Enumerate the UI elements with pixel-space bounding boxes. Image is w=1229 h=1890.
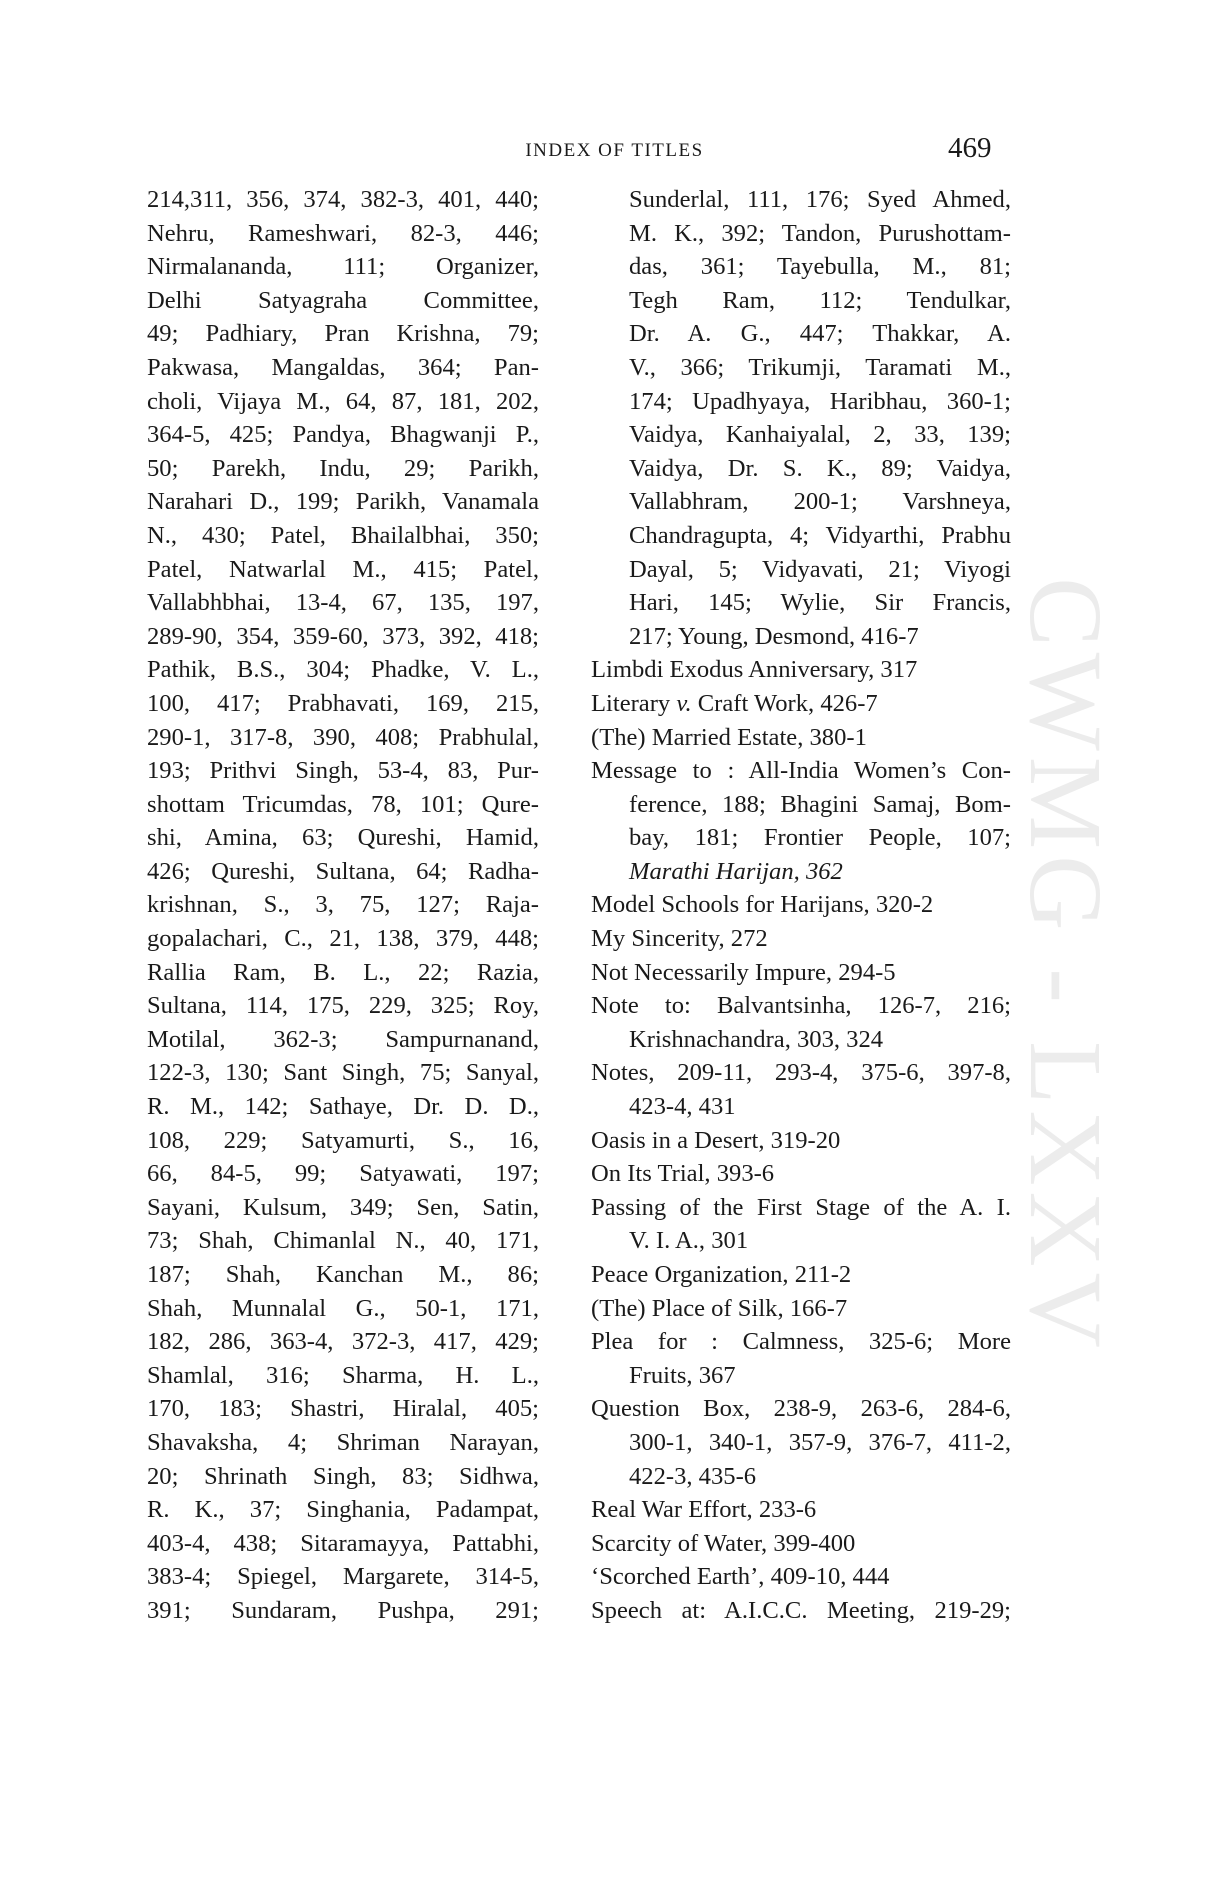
index-line: 391; Sundaram, Pushpa, 291; — [147, 1596, 539, 1624]
index-line: 364-5, 425; Pandya, Bhagwanji P., — [147, 421, 539, 449]
index-line: Vallabhbhai, 13-4, 67, 135, 197, — [147, 589, 539, 617]
index-continuation-line: Vaidya, Kanhaiyalal, 2, 33, 139; — [629, 421, 1011, 449]
index-line: shi, Amina, 63; Qureshi, Hamid, — [147, 824, 539, 852]
index-entry: Notes, 209-11, 293-4, 375-6, 397-8, — [591, 1059, 1011, 1087]
index-line: 214,311, 356, 374, 382-3, 401, 440; — [147, 186, 539, 213]
index-continuation-line: Hari, 145; Wylie, Sir Francis, — [629, 589, 1011, 617]
index-continuation-line: Dr. A. G., 447; Thakkar, A. — [629, 320, 1011, 348]
index-entry: Not Necessarily Impure, 294-5 — [591, 958, 896, 986]
index-continuation-line: bay, 181; Frontier People, 107; — [629, 824, 1011, 852]
index-entry: Literary v. Craft Work, 426-7 — [591, 689, 878, 717]
index-line: Nehru, Rameshwari, 82-3, 446; — [147, 219, 539, 247]
index-entry: Note to: Balvantsinha, 126-7, 216; — [591, 992, 1011, 1020]
index-line: 182, 286, 363-4, 372-3, 417, 429; — [147, 1328, 539, 1356]
index-entry: Speech at: A.I.C.C. Meeting, 219-29; — [591, 1596, 1011, 1624]
index-entry: Passing of the First Stage of the A. I. — [591, 1193, 1011, 1221]
index-line: 289-90, 354, 359-60, 373, 392, 418; — [147, 622, 539, 650]
index-line: choli, Vijaya M., 64, 87, 181, 202, — [147, 387, 539, 415]
index-continuation-line: V., 366; Trikumji, Taramati M., — [629, 353, 1011, 381]
index-continuation-line: Tegh Ram, 112; Tendulkar, — [629, 286, 1011, 314]
index-line: 122-3, 130; Sant Singh, 75; Sanyal, — [147, 1059, 539, 1087]
index-line: N., 430; Patel, Bhailalbhai, 350; — [147, 521, 539, 549]
index-continuation-line: Chandragupta, 4; Vidyarthi, Prabhu — [629, 521, 1011, 549]
index-line: gopalachari, C., 21, 138, 379, 448; — [147, 925, 539, 953]
index-line: Motilal, 362-3; Sampurnanand, — [147, 1025, 539, 1053]
index-entry: ‘Scorched Earth’, 409-10, 444 — [591, 1563, 890, 1591]
index-continuation-line: 423-4, 431 — [629, 1093, 736, 1121]
index-continuation-line: 300-1, 340-1, 357-9, 376-7, 411-2, — [629, 1428, 1011, 1456]
index-line: 193; Prithvi Singh, 53-4, 83, Pur- — [147, 757, 539, 785]
index-line: 73; Shah, Chimanlal N., 40, 171, — [147, 1227, 539, 1255]
index-continuation-line: M. K., 392; Tandon, Purushottam- — [629, 219, 1011, 247]
index-continuation-line: 217; Young, Desmond, 416-7 — [629, 622, 919, 650]
index-continuation-line: 422-3, 435-6 — [629, 1462, 757, 1490]
index-line: 66, 84-5, 99; Satyawati, 197; — [147, 1160, 539, 1188]
index-line: 49; Padhiary, Pran Krishna, 79; — [147, 320, 539, 348]
versus-italic: v. — [676, 689, 692, 717]
index-line: Delhi Satyagraha Committee, — [147, 286, 539, 314]
index-line: Sultana, 114, 175, 229, 325; Roy, — [147, 992, 539, 1020]
index-column-left — [147, 183, 539, 1628]
index-line: 100, 417; Prabhavati, 169, 215, — [147, 689, 539, 717]
index-continuation-line: Krishnachandra, 303, 324 — [629, 1025, 884, 1053]
index-entry: Plea for : Calmness, 325-6; More — [591, 1328, 1011, 1356]
index-entry: Oasis in a Desert, 319-20 — [591, 1126, 841, 1154]
index-continuation-line: Fruits, 367 — [629, 1361, 736, 1389]
index-line: Nirmalananda, 111; Organizer, — [147, 253, 539, 281]
index-line: Shavaksha, 4; Shriman Narayan, — [147, 1428, 539, 1456]
index-line: shottam Tricumdas, 78, 101; Qure- — [147, 790, 539, 818]
index-line: 20; Shrinath Singh, 83; Sidhwa, — [147, 1462, 539, 1490]
index-entry: Limbdi Exodus Anniversary, 317 — [591, 656, 918, 684]
index-line: 108, 229; Satyamurti, S., 16, — [147, 1126, 539, 1154]
index-line: Pathik, B.S., 304; Phadke, V. L., — [147, 656, 539, 684]
index-entry: (The) Place of Silk, 166-7 — [591, 1294, 848, 1322]
index-line: Narahari D., 199; Parikh, Vanamala — [147, 488, 539, 516]
index-entry: Model Schools for Harijans, 320-2 — [591, 891, 934, 919]
index-line: 187; Shah, Kanchan M., 86; — [147, 1261, 539, 1288]
running-head — [0, 132, 1229, 166]
index-column-right — [591, 183, 1011, 1628]
index-line: R. K., 37; Singhania, Padampat, — [147, 1496, 539, 1524]
index-continuation-line: Sunderlal, 111, 176; Syed Ahmed, — [629, 186, 1011, 213]
index-continuation-line: V. I. A., 301 — [629, 1227, 749, 1255]
index-continuation-line: Vaidya, Dr. S. K., 89; Vaidya, — [629, 454, 1011, 482]
index-line: 50; Parekh, Indu, 29; Parikh, — [147, 454, 539, 482]
index-line: 426; Qureshi, Sultana, 64; Radha- — [147, 857, 539, 885]
index-line: Shah, Munnalal G., 50-1, 171, — [147, 1294, 539, 1322]
index-line: R. M., 142; Sathaye, Dr. D. D., — [147, 1093, 539, 1121]
index-line: Patel, Natwarlal M., 415; Patel, — [147, 555, 539, 583]
index-continuation-line: das, 361; Tayebulla, M., 81; — [629, 253, 1011, 281]
index-line: 170, 183; Shastri, Hiralal, 405; — [147, 1395, 539, 1423]
index-continuation-line: 174; Upadhyaya, Haribhau, 360-1; — [629, 387, 1011, 415]
index-entry: Question Box, 238-9, 263-6, 284-6, — [591, 1395, 1011, 1423]
index-continuation-line: Vallabhram, 200-1; Varshneya, — [629, 488, 1011, 516]
index-entry: Real War Effort, 233-6 — [591, 1496, 817, 1524]
index-entry: Peace Organization, 211-2 — [591, 1261, 852, 1288]
index-line: 383-4; Spiegel, Margarete, 314-5, — [147, 1563, 539, 1591]
watermark-text: CWMG - LXXV — [1007, 576, 1123, 1354]
page-number: 469 — [948, 132, 992, 164]
index-entry: On Its Trial, 393-6 — [591, 1160, 775, 1188]
index-line: Rallia Ram, B. L., 22; Razia, — [147, 958, 539, 986]
index-entry: Message to : All-India Women’s Con- — [591, 757, 1011, 785]
index-continuation-line: Marathi Harijan, 362 — [629, 857, 843, 885]
index-entry: My Sincerity, 272 — [591, 925, 768, 953]
index-line: Pakwasa, Mangaldas, 364; Pan- — [147, 353, 539, 381]
watermark — [1007, 440, 1123, 1490]
index-line: Shamlal, 316; Sharma, H. L., — [147, 1361, 539, 1389]
index-line: 403-4, 438; Sitaramayya, Pattabhi, — [147, 1529, 539, 1557]
index-line: krishnan, S., 3, 75, 127; Raja- — [147, 891, 539, 919]
running-title: INDEX OF TITLES — [525, 140, 704, 161]
index-entry: (The) Married Estate, 380-1 — [591, 723, 867, 751]
index-entry: Scarcity of Water, 399-400 — [591, 1529, 856, 1557]
index-continuation-line: ference, 188; Bhagini Samaj, Bom- — [629, 790, 1011, 818]
index-line: 290-1, 317-8, 390, 408; Prabhulal, — [147, 723, 539, 751]
index-continuation-line: Dayal, 5; Vidyavati, 21; Viyogi — [629, 555, 1011, 583]
index-line: Sayani, Kulsum, 349; Sen, Satin, — [147, 1193, 539, 1221]
